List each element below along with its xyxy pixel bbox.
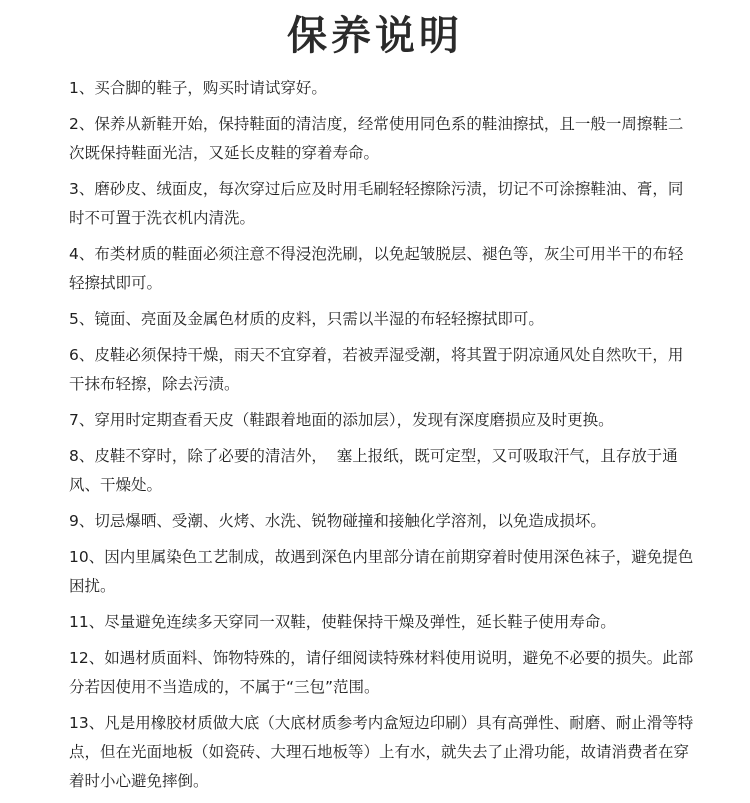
list-item: 13、凡是用橡胶材质做大底（大底材质参考内盒短边印刷）具有高弹性、耐磨、耐止滑等特点，但在光面地板（如瓷砖、大理石地板等）上有水，就失去了止滑功能，故请消费者在穿着时小心避免摔倒。 bbox=[69, 714, 694, 790]
page-title: 保养说明 bbox=[287, 13, 463, 59]
list-item: 9、切忌爆晒、受潮、火烤、水洗、锐物碰撞和接触化学溶剂，以免造成损坏。 bbox=[69, 512, 606, 530]
list-item: 1、买合脚的鞋子，购买时请试穿好。 bbox=[69, 79, 327, 97]
list-item: 12、如遇材质面料、饰物特殊的，请仔细阅读特殊材料使用说明，避免不必要的损失。此部分若因使用不当造成的，不属于“三包”范围。 bbox=[69, 649, 694, 696]
list-item: 7、穿用时定期查看天皮（鞋跟着地面的添加层），发现有深度磨损应及时更换。 bbox=[69, 411, 614, 429]
instructions-list bbox=[69, 74, 694, 803]
list-item: 11、尽量避免连续多天穿同一双鞋，使鞋保持干燥及弹性，延长鞋子使用寿命。 bbox=[69, 613, 616, 631]
list-item: 10、因内里属染色工艺制成，故遇到深色内里部分请在前期穿着时使用深色袜子，避免提色困扰。 bbox=[69, 548, 694, 595]
list-item: 4、布类材质的鞋面必须注意不得浸泡洗刷，以免起皱脱层、褪色等，灰尘可用半干的布轻轻擦拭即可。 bbox=[69, 245, 684, 292]
list-item: 2、保养从新鞋开始，保持鞋面的清洁度，经常使用同色系的鞋油擦拭，且一般一周擦鞋二次既保持鞋面光洁，又延长皮鞋的穿着寿命。 bbox=[69, 115, 684, 162]
list-item: 6、皮鞋必须保持干燥，雨天不宜穿着，若被弄湿受潮，将其置于阴凉通风处自然吹干，用干抹布轻擦，除去污渍。 bbox=[69, 346, 684, 393]
list-item: 5、镜面、亮面及金属色材质的皮料，只需以半湿的布轻轻擦拭即可。 bbox=[69, 310, 544, 328]
list-item: 8、皮鞋不穿时，除了必要的清洁外， 塞上报纸，既可定型，又可吸取汗气，且存放于通风、干燥处。 bbox=[69, 447, 678, 494]
list-item: 3、磨砂皮、绒面皮，每次穿过后应及时用毛刷轻轻擦除污渍，切记不可涂擦鞋油、膏，同时不可置于洗衣机内清洗。 bbox=[69, 180, 684, 227]
